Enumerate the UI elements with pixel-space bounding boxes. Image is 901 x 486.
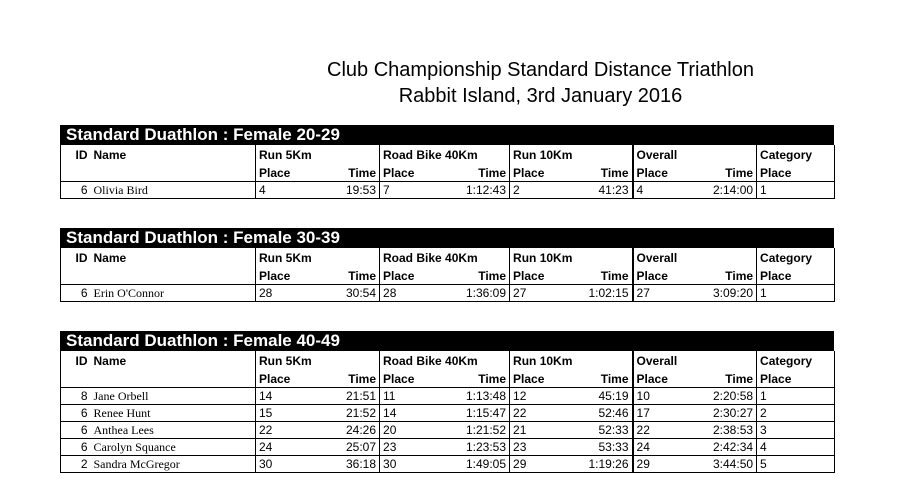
col-subheader-time: Time: [600, 166, 629, 180]
run5-place: 28: [256, 285, 328, 302]
col-subheader-place: Place: [510, 268, 562, 285]
col-subheader-time: Time: [478, 166, 507, 180]
overall-time: 3:44:50: [693, 456, 757, 473]
run5-place: 15: [256, 405, 328, 422]
col-subheader-place: Place: [757, 268, 835, 285]
col-subheader-time: Time: [478, 372, 507, 386]
run5-place: 4: [256, 182, 328, 199]
bike-place: 30: [380, 456, 442, 473]
overall-place: 10: [633, 388, 693, 405]
col-subheader-place: Place: [380, 371, 442, 388]
run5-place: 22: [256, 422, 328, 439]
run10-place: 27: [510, 285, 562, 302]
col-header-run10: Run 10Km: [510, 145, 633, 165]
bike-place: 28: [380, 285, 442, 302]
col-header-name: Name: [93, 148, 127, 162]
header-row: [61, 351, 835, 371]
bike-place: 7: [380, 182, 442, 199]
col-subheader-blank: [91, 268, 256, 285]
col-header-id: ID: [75, 354, 88, 368]
bike-place: 11: [380, 388, 442, 405]
col-subheader-place: Place: [510, 165, 562, 182]
bike-time: 1:12:43: [442, 182, 510, 199]
run10-place: 29: [510, 456, 562, 473]
col-subheader-place: Place: [757, 165, 835, 182]
run10-time: 45:19: [562, 388, 633, 405]
category-place: 1: [757, 388, 835, 405]
athlete-name: Erin O'Connor: [91, 285, 256, 302]
athlete-id: 6: [61, 422, 91, 439]
col-subheader-time: Time: [725, 166, 754, 180]
col-subheader-place: Place: [256, 165, 328, 182]
run5-place: 14: [256, 388, 328, 405]
category-place: 5: [757, 456, 835, 473]
run5-time: 25:07: [328, 439, 380, 456]
subheader-row: [61, 371, 835, 388]
athlete-name: Anthea Lees: [91, 422, 256, 439]
bike-time: 1:15:47: [442, 405, 510, 422]
table-row: [61, 388, 835, 405]
subheader-row: [61, 165, 835, 182]
bike-time: 1:21:52: [442, 422, 510, 439]
athlete-id: 6: [61, 285, 91, 302]
bike-time: 1:36:09: [442, 285, 510, 302]
col-subheader-place: Place: [510, 371, 562, 388]
run5-time: 21:52: [328, 405, 380, 422]
table-row: [61, 439, 835, 456]
overall-time: 2:20:58: [693, 388, 757, 405]
category-place: 1: [757, 285, 835, 302]
run10-time: 52:33: [562, 422, 633, 439]
run10-time: 53:33: [562, 439, 633, 456]
results-section: [60, 228, 834, 302]
col-header-bike: Road Bike 40Km: [380, 145, 510, 165]
bike-place: 20: [380, 422, 442, 439]
bike-place: 23: [380, 439, 442, 456]
col-header-category: Category: [757, 351, 835, 371]
athlete-id: 8: [61, 388, 91, 405]
col-subheader-time: Time: [348, 372, 377, 386]
col-header-name: Name: [93, 251, 127, 265]
category-place: 1: [757, 182, 835, 199]
athlete-name: Olivia Bird: [91, 182, 256, 199]
table-row: [61, 456, 835, 473]
col-subheader-place: Place: [380, 268, 442, 285]
bike-time: 1:49:05: [442, 456, 510, 473]
results-section: [60, 331, 834, 473]
run10-time: 41:23: [562, 182, 633, 199]
col-subheader-blank: [61, 268, 91, 285]
run5-time: 36:18: [328, 456, 380, 473]
col-subheader-time: Time: [725, 372, 754, 386]
overall-time: 2:38:53: [693, 422, 757, 439]
athlete-name: Renee Hunt: [91, 405, 256, 422]
col-header-name: Name: [93, 354, 127, 368]
athlete-name: Jane Orbell: [91, 388, 256, 405]
col-subheader-time: Time: [600, 372, 629, 386]
col-subheader-place: Place: [256, 371, 328, 388]
athlete-id: 6: [61, 182, 91, 199]
overall-time: 3:09:20: [693, 285, 757, 302]
run5-place: 24: [256, 439, 328, 456]
col-header-overall: Overall: [633, 351, 757, 371]
overall-time: 2:42:34: [693, 439, 757, 456]
run10-time: 52:46: [562, 405, 633, 422]
results-section: [60, 125, 834, 199]
col-header-category: Category: [757, 248, 835, 268]
bike-time: 1:13:48: [442, 388, 510, 405]
col-subheader-blank: [61, 165, 91, 182]
run10-place: 2: [510, 182, 562, 199]
col-subheader-place: Place: [757, 371, 835, 388]
category-place: 2: [757, 405, 835, 422]
col-subheader-place: Place: [380, 165, 442, 182]
overall-place: 24: [633, 439, 693, 456]
bike-place: 14: [380, 405, 442, 422]
run10-place: 21: [510, 422, 562, 439]
run10-place: 12: [510, 388, 562, 405]
run5-time: 19:53: [328, 182, 380, 199]
overall-place: 17: [633, 405, 693, 422]
run10-time: 1:19:26: [562, 456, 633, 473]
header-row: [61, 145, 835, 165]
section-title: Standard Duathlon : Female 30-39: [60, 228, 834, 248]
col-header-id: ID: [75, 148, 88, 162]
col-header-run5: Run 5Km: [256, 351, 380, 371]
athlete-name: Sandra McGregor: [91, 456, 256, 473]
col-header-overall: Overall: [633, 145, 757, 165]
results-table: [60, 351, 835, 473]
page-title: Club Championship Standard Distance Triathlon: [327, 59, 754, 81]
col-header-run10: Run 10Km: [510, 351, 633, 371]
col-header-run5: Run 5Km: [256, 248, 380, 268]
category-place: 3: [757, 422, 835, 439]
col-header-category: Category: [757, 145, 835, 165]
col-subheader-place: Place: [633, 165, 693, 182]
col-header-bike: Road Bike 40Km: [380, 351, 510, 371]
run10-time: 1:02:15: [562, 285, 633, 302]
run5-time: 30:54: [328, 285, 380, 302]
run10-place: 22: [510, 405, 562, 422]
results-table: [60, 248, 835, 302]
overall-time: 2:14:00: [693, 182, 757, 199]
athlete-id: 2: [61, 456, 91, 473]
overall-time: 2:30:27: [693, 405, 757, 422]
athlete-id: 6: [61, 439, 91, 456]
col-subheader-place: Place: [256, 268, 328, 285]
col-header-run10: Run 10Km: [510, 248, 633, 268]
col-subheader-place: Place: [633, 371, 693, 388]
col-subheader-time: Time: [348, 269, 377, 283]
col-subheader-time: Time: [478, 269, 507, 283]
run5-time: 24:26: [328, 422, 380, 439]
col-subheader-blank: [91, 371, 256, 388]
run10-place: 23: [510, 439, 562, 456]
results-table: [60, 145, 835, 199]
overall-place: 22: [633, 422, 693, 439]
table-row: [61, 285, 835, 302]
col-header-id: ID: [75, 251, 88, 265]
col-header-overall: Overall: [633, 248, 757, 268]
table-row: [61, 422, 835, 439]
col-subheader-time: Time: [725, 269, 754, 283]
col-subheader-blank: [61, 371, 91, 388]
athlete-name: Carolyn Squance: [91, 439, 256, 456]
table-row: [61, 182, 835, 199]
bike-time: 1:23:53: [442, 439, 510, 456]
col-header-run5: Run 5Km: [256, 145, 380, 165]
overall-place: 27: [633, 285, 693, 302]
overall-place: 4: [633, 182, 693, 199]
subheader-row: [61, 268, 835, 285]
overall-place: 29: [633, 456, 693, 473]
col-subheader-place: Place: [633, 268, 693, 285]
col-subheader-blank: [91, 165, 256, 182]
header-row: [61, 248, 835, 268]
section-title: Standard Duathlon : Female 20-29: [60, 125, 834, 145]
run5-time: 21:51: [328, 388, 380, 405]
run5-place: 30: [256, 456, 328, 473]
table-row: [61, 405, 835, 422]
col-subheader-time: Time: [348, 166, 377, 180]
section-title: Standard Duathlon : Female 40-49: [60, 331, 834, 351]
page-subtitle: Rabbit Island, 3rd January 2016: [398, 85, 683, 107]
athlete-id: 6: [61, 405, 91, 422]
category-place: 4: [757, 439, 835, 456]
col-header-bike: Road Bike 40Km: [380, 248, 510, 268]
col-subheader-time: Time: [600, 269, 629, 283]
